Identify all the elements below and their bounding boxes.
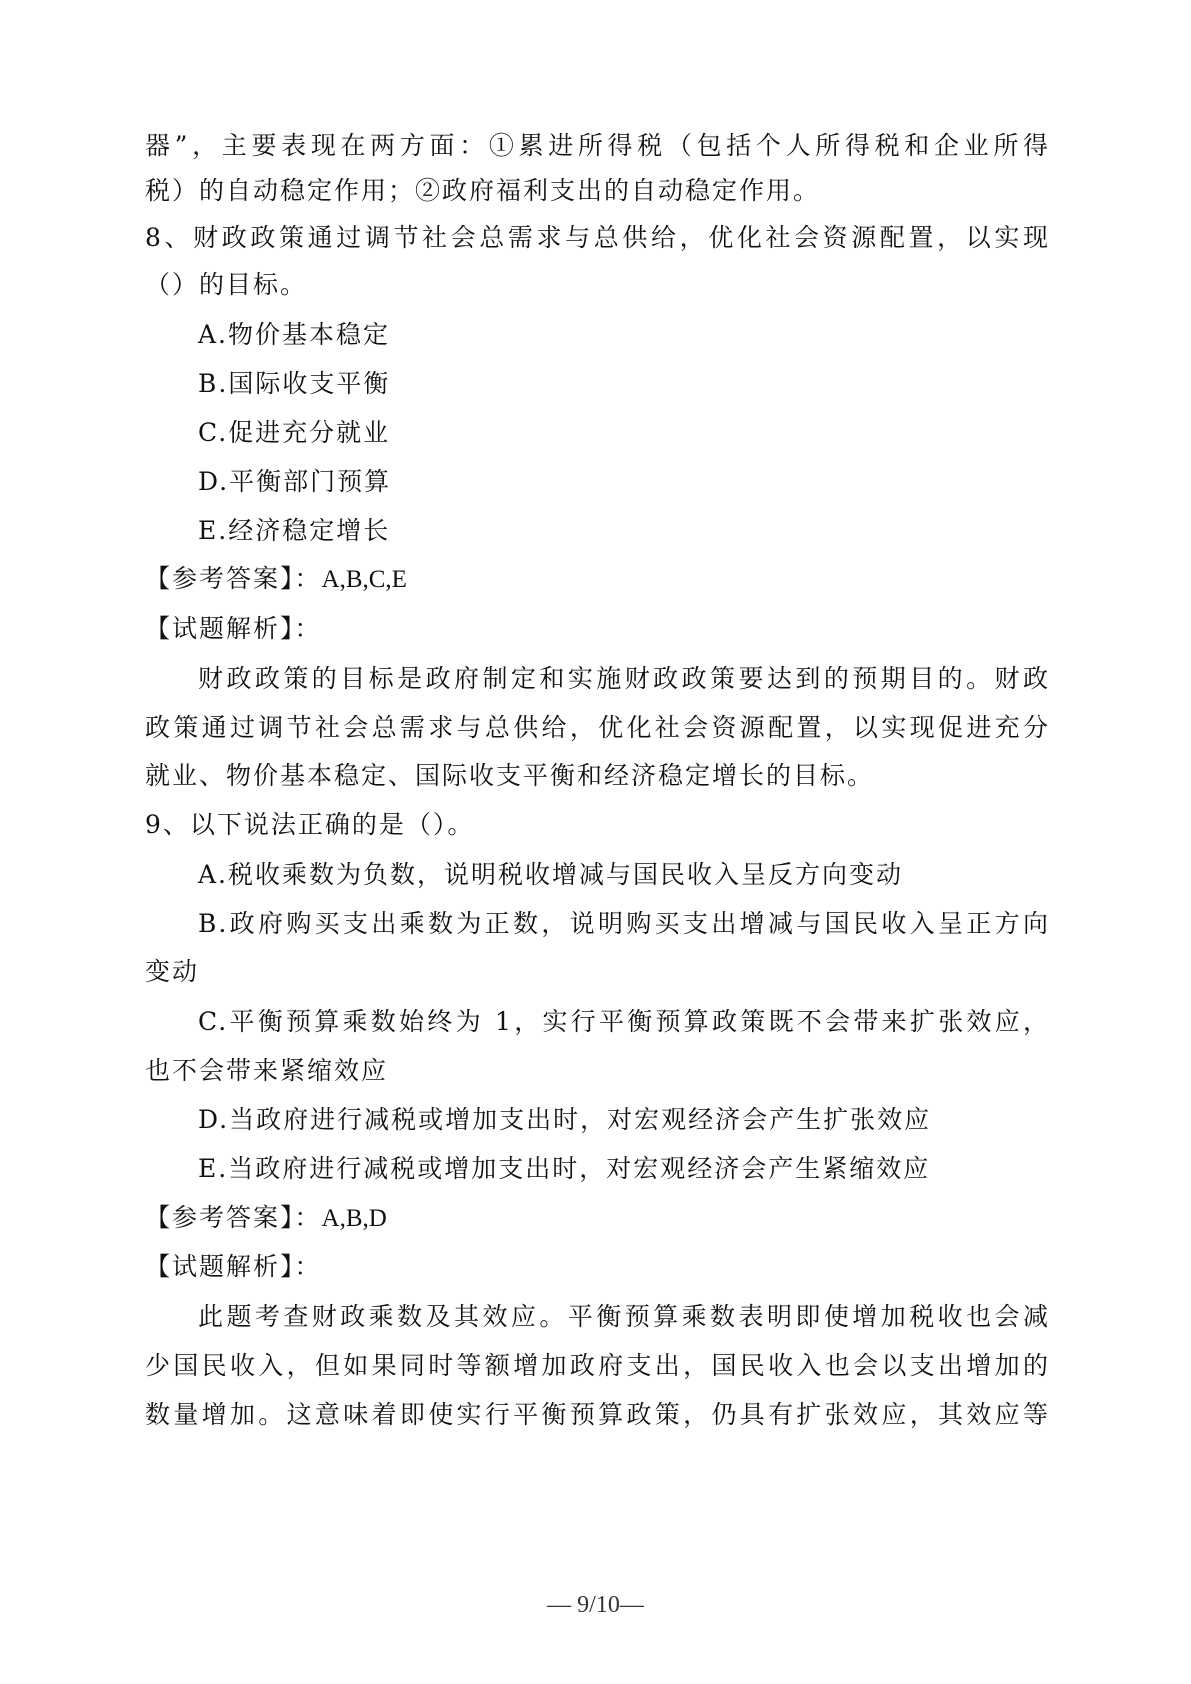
question-8-stem-continued: （）的目标。 xyxy=(145,270,308,299)
question-9-stem: 9、以下说法正确的是（）。 xyxy=(145,810,475,839)
question-9-option-c-continued: 也不会带来紧缩效应 xyxy=(145,1056,389,1085)
question-8-answer xyxy=(145,559,1050,600)
question-8-option-b: B.国际收支平衡 xyxy=(198,369,391,398)
answer-value: A,B,D xyxy=(321,1205,387,1232)
question-9-explanation: 数量增加。这意味着即使实行平衡预算政策，仍具有扩张效应，其效应等 xyxy=(145,1400,1050,1429)
question-9-option-b: B.政府购买支出乘数为正数，说明购买支出增减与国民收入呈正方向 xyxy=(198,909,1050,938)
question-8-explanation: 就业、物价基本稳定、国际收支平衡和经济稳定增长的目标。 xyxy=(145,761,875,790)
question-9-option-a: A.税收乘数为负数，说明税收增减与国民收入呈反方向变动 xyxy=(198,860,904,889)
question-8-stem: 8、财政政策通过调节社会总需求与总供给，优化社会资源配置，以实现 xyxy=(145,223,1050,252)
answer-label: 【参考答案】： xyxy=(145,564,322,593)
answer-value: A,B,C,E xyxy=(321,566,407,593)
question-9-option-c: C.平衡预算乘数始终为 1，实行平衡预算政策既不会带来扩张效应， xyxy=(198,1007,1050,1036)
question-9-analysis-label: 【试题解析】： xyxy=(145,1252,322,1281)
question-8-explanation: 财政政策的目标是政府制定和实施财政政策要达到的预期目的。财政 xyxy=(198,664,1050,693)
question-9-option-e: E.当政府进行减税或增加支出时，对宏观经济会产生紧缩效应 xyxy=(198,1154,931,1183)
question-9-option-d: D.当政府进行减税或增加支出时，对宏观经济会产生扩张效应 xyxy=(198,1105,932,1134)
question-9-explanation: 少国民收入，但如果同时等额增加政府支出，国民收入也会以支出增加的 xyxy=(145,1351,1050,1380)
question-8-option-c: C.促进充分就业 xyxy=(198,418,391,447)
paragraph-line: 器”，主要表现在两方面：①累进所得税（包括个人所得税和企业所得 xyxy=(145,131,1050,160)
question-9-answer xyxy=(145,1198,1050,1239)
question-8-option-d: D.平衡部门预算 xyxy=(198,467,392,496)
question-8-explanation: 政策通过调节社会总需求与总供给，优化社会资源配置，以实现促进充分 xyxy=(145,713,1050,742)
paragraph-line: 税）的自动稳定作用；②政府福利支出的自动稳定作用。 xyxy=(145,176,821,205)
answer-label: 【参考答案】： xyxy=(145,1203,322,1232)
question-8-analysis-label: 【试题解析】： xyxy=(145,614,322,643)
page-number: — 9/10— xyxy=(547,1592,644,1618)
question-8-option-a: A.物价基本稳定 xyxy=(198,320,391,349)
question-8-option-e: E.经济稳定增长 xyxy=(198,516,391,545)
question-9-option-b-continued: 变动 xyxy=(145,957,200,986)
question-9-explanation: 此题考查财政乘数及其效应。平衡预算乘数表明即使增加税收也会减 xyxy=(198,1302,1050,1331)
